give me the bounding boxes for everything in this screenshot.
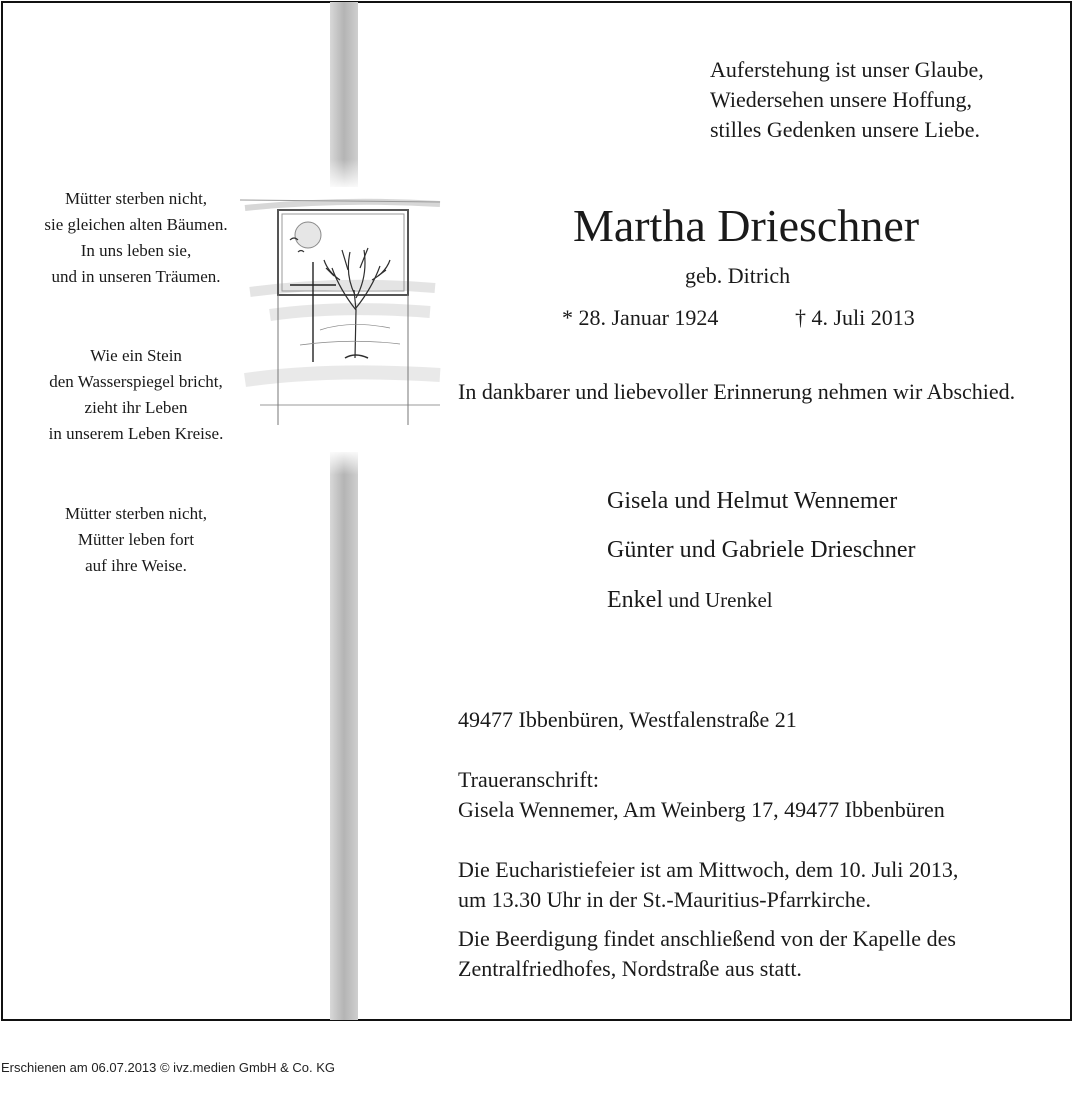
mass-line: um 13.30 Uhr in der St.-Mauritius-Pfarrkirche. — [458, 887, 872, 912]
poem-line: Mütter sterben nicht, — [64, 189, 208, 208]
poem-line: in unserem Leben Kreise. — [48, 424, 224, 443]
mourner-line: Gisela und Helmut Wennemer — [607, 488, 898, 514]
poem-line: und in unseren Träumen. — [51, 267, 221, 286]
mourner-line: Günter und Gabriele Drieschner — [607, 537, 916, 563]
condolence-address — [458, 765, 945, 825]
decorative-strip-top — [330, 2, 358, 187]
publication-footer: Erschienen am 06.07.2013 © ivz.medien GmbH & Co. KG — [1, 1060, 336, 1075]
deceased-name: Martha Drieschner — [572, 200, 920, 251]
poem-line: den Wasserspiegel bricht, — [49, 372, 223, 391]
poem-line: Wie ein Stein — [90, 346, 182, 365]
poem-block — [10, 343, 262, 447]
birth-date: * 28. Januar 1924 — [562, 305, 719, 330]
burial-line: Zentralfriedhofes, Nordstraße aus statt. — [458, 956, 802, 981]
condolence-address-line: Gisela Wennemer, Am Weinberg 17, 49477 Ibbenbüren — [458, 797, 945, 822]
motto-line: stilles Gedenken unsere Liebe. — [710, 117, 981, 142]
motto-line: Wiedersehen unsere Hoffung, — [710, 87, 973, 112]
condolence-label: Traueranschrift: — [458, 767, 599, 792]
death-date: † 4. Juli 2013 — [795, 305, 915, 330]
tree-cross-moon-illustration — [240, 180, 445, 445]
poem-block — [10, 501, 262, 579]
home-address — [458, 705, 797, 735]
burial-line: Die Beerdigung findet anschließend von der Kapelle des — [458, 926, 956, 951]
motto — [710, 55, 984, 145]
poem-line: auf ihre Weise. — [85, 556, 187, 575]
burial-info — [458, 924, 956, 984]
mourner-grandchildren: Enkel — [607, 587, 663, 613]
home-address-line: 49477 Ibbenbüren, Westfalenstraße 21 — [458, 707, 797, 732]
mourner-line — [607, 585, 773, 615]
motto-line: Auferstehung ist unser Glaube, — [710, 57, 984, 82]
decorative-strip-bottom — [330, 452, 358, 1020]
poem-line: In uns leben sie, — [80, 241, 192, 260]
mass-info — [458, 855, 958, 915]
maiden-name: geb. Ditrich — [685, 263, 791, 288]
mourner-great-grandchildren: und Urenkel — [662, 588, 773, 612]
poem-line: zieht ihr Leben — [84, 398, 188, 417]
mass-line: Die Eucharistiefeier ist am Mittwoch, dem 10. Juli 2013, — [458, 857, 959, 882]
remembrance-text: In dankbarer und liebevoller Erinnerung nehmen wir Abschied. — [458, 379, 1016, 404]
poem-line: Mütter sterben nicht, — [64, 504, 208, 523]
poem-line: sie gleichen alten Bäumen. — [44, 215, 228, 234]
poem-line: Mütter leben fort — [77, 530, 195, 549]
poem-block — [10, 186, 262, 290]
